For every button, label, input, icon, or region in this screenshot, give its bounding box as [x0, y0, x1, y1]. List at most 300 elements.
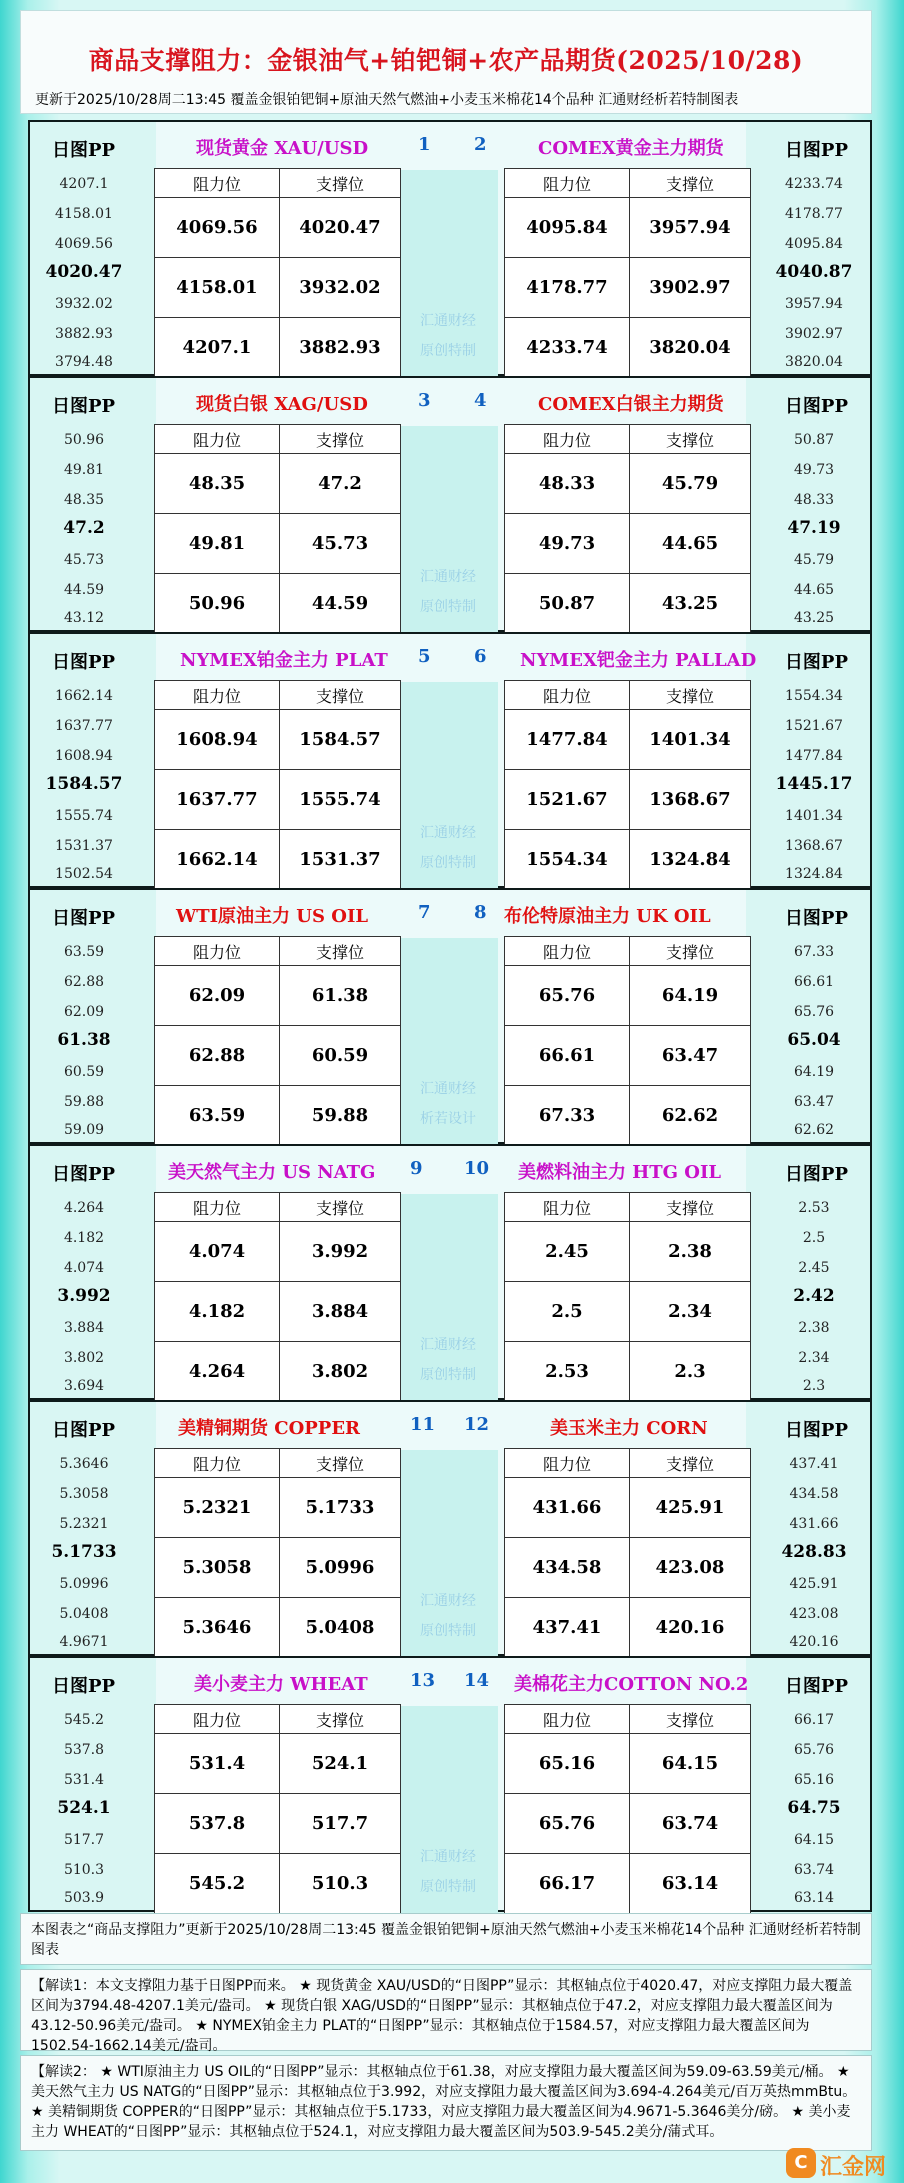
pp-header: 日图PP	[52, 1164, 116, 1185]
support-value: 4020.47	[280, 198, 401, 258]
table-row	[505, 830, 751, 890]
support-value: 47.2	[280, 454, 401, 514]
instrument-name-left: NYMEX铂金主力 PLAT	[180, 650, 388, 671]
table-row	[155, 966, 401, 1026]
pp-value: 44.65	[793, 582, 835, 598]
support-value: 510.3	[280, 1854, 401, 1914]
table-header-row	[155, 1193, 401, 1222]
pp-value: 59.88	[63, 1094, 105, 1110]
pp-header: 日图PP	[52, 1420, 116, 1441]
pp-value: 1662.14	[55, 688, 113, 704]
pp-value: 59.09	[63, 1122, 105, 1138]
instrument-number: 2	[474, 134, 487, 155]
pp-header: 日图PP	[52, 396, 116, 417]
pp-value: 524.1	[57, 1798, 111, 1818]
pp-value: 49.81	[63, 462, 105, 478]
resistance-value: 4178.77	[505, 258, 630, 318]
resistance-value: 4207.1	[155, 318, 280, 378]
pp-value: 2.42	[793, 1286, 835, 1306]
support-value: 64.19	[630, 966, 751, 1026]
table-row	[155, 1854, 401, 1914]
watermark-strip	[398, 426, 498, 634]
resistance-value: 65.16	[505, 1734, 630, 1794]
resistance-value: 66.61	[505, 1026, 630, 1086]
support-header: 支撑位	[280, 681, 401, 710]
explain-2: 【解读2： ★ WTI原油主力 US OIL的“日图PP”显示：其枢轴点位于61.38，对应支撑阻力最大覆盖区间为59.09-63.59美元/桶。 ★ 美天然气主力 US NATG的“日图PP”显示：其枢轴点位于3.992，对应支撑阻力最大覆盖区间为3.694-4.264美元/百万英热mmBtu。 ★ 美精铜期货 COPPER的“日图PP”显示：其枢轴点位于5.1733，对应支撑阻力最大覆盖区间为4.9671-5.3646美分/磅。 ★ 美小麦主力 WHEAT的“日图PP”显示：其枢轴点位于524.1，对应支撑阻力最大覆盖区间为503.9-545.2美分/蒲式耳。	[20, 2055, 872, 2151]
resistance-header: 阻力位	[505, 1449, 630, 1478]
instrument-name-right: 美棉花主力COTTON NO.2	[514, 1674, 749, 1695]
pp-header: 日图PP	[784, 908, 848, 929]
support-value: 3820.04	[630, 318, 751, 378]
pp-value: 63.59	[63, 944, 105, 960]
watermark-text: 汇通财经	[420, 313, 476, 329]
resistance-header: 阻力位	[505, 1193, 630, 1222]
levels-table-right	[504, 1192, 751, 1402]
table-row	[155, 1734, 401, 1794]
support-value: 420.16	[630, 1598, 751, 1658]
pp-value: 63.47	[793, 1094, 835, 1110]
pp-value: 50.96	[63, 432, 105, 448]
resistance-value: 63.59	[155, 1086, 280, 1146]
instrument-number: 9	[410, 1158, 423, 1179]
support-header: 支撑位	[630, 1705, 751, 1734]
resistance-value: 4095.84	[505, 198, 630, 258]
levels-table-right	[504, 680, 751, 890]
table-row	[505, 1794, 751, 1854]
site-logo	[786, 2146, 896, 2180]
pp-value: 4207.1	[59, 176, 109, 192]
table-row	[155, 1794, 401, 1854]
support-value: 1324.84	[630, 830, 751, 890]
resistance-header: 阻力位	[505, 1705, 630, 1734]
resistance-header: 阻力位	[155, 937, 280, 966]
table-row	[505, 1854, 751, 1914]
resistance-value: 2.5	[505, 1282, 630, 1342]
instrument-name-right: NYMEX钯金主力 PALLAD	[520, 650, 757, 671]
watermark-strip	[398, 682, 498, 890]
support-header: 支撑位	[280, 1449, 401, 1478]
instrument-name-right: 美燃料油主力 HTG OIL	[518, 1162, 722, 1183]
table-row	[155, 1222, 401, 1282]
support-value: 1584.57	[280, 710, 401, 770]
support-value: 3.992	[280, 1222, 401, 1282]
resistance-value: 5.3058	[155, 1538, 280, 1598]
support-value: 5.0408	[280, 1598, 401, 1658]
table-header-row	[505, 1449, 751, 1478]
pp-value: 50.87	[793, 432, 835, 448]
table-row	[155, 1538, 401, 1598]
levels-table-right	[504, 424, 751, 634]
pp-value: 425.91	[789, 1576, 839, 1592]
table-row	[505, 1734, 751, 1794]
resistance-value: 4.074	[155, 1222, 280, 1282]
instrument-name-right: 布伦特原油主力 UK OIL	[504, 906, 711, 927]
watermark-strip	[398, 1450, 498, 1658]
resistance-value: 1521.67	[505, 770, 630, 830]
instrument-block	[28, 1400, 872, 1656]
resistance-header: 阻力位	[155, 1705, 280, 1734]
pp-value: 1368.67	[785, 838, 843, 854]
instrument-block	[28, 888, 872, 1144]
table-header-row	[155, 1705, 401, 1734]
table-header-row	[155, 169, 401, 198]
logo-icon: C	[786, 2148, 816, 2178]
resistance-header: 阻力位	[155, 425, 280, 454]
footer-note: 本图表之“商品支撑阻力”更新于2025/10/28周二13:45 覆盖金银铂钯铜+原油天然气燃油+小麦玉米棉花14个品种 汇通财经析若特制图表	[20, 1913, 872, 1965]
instrument-number: 8	[474, 902, 487, 923]
table-row	[505, 1086, 751, 1146]
resistance-value: 4158.01	[155, 258, 280, 318]
resistance-value: 537.8	[155, 1794, 280, 1854]
resistance-value: 5.3646	[155, 1598, 280, 1658]
pp-value: 420.16	[789, 1634, 839, 1650]
resistance-value: 4069.56	[155, 198, 280, 258]
instrument-number: 10	[464, 1158, 490, 1179]
pp-header: 日图PP	[52, 1676, 116, 1697]
table-header-row	[505, 425, 751, 454]
pp-value: 64.15	[793, 1832, 835, 1848]
table-row	[505, 1538, 751, 1598]
levels-table-left	[154, 1448, 401, 1658]
pp-value: 63.14	[793, 1890, 835, 1906]
pp-value: 64.75	[787, 1798, 841, 1818]
resistance-value: 2.53	[505, 1342, 630, 1402]
pp-value: 545.2	[63, 1712, 105, 1728]
instrument-number: 1	[418, 134, 431, 155]
table-row	[155, 514, 401, 574]
table-header-row	[155, 681, 401, 710]
support-value: 524.1	[280, 1734, 401, 1794]
levels-table-left	[154, 936, 401, 1146]
support-header: 支撑位	[630, 425, 751, 454]
pp-value: 1401.34	[785, 808, 843, 824]
pp-value: 4095.84	[785, 236, 843, 252]
instrument-number: 4	[474, 390, 487, 411]
pp-value: 63.74	[793, 1862, 835, 1878]
support-value: 44.59	[280, 574, 401, 634]
instrument-number: 5	[418, 646, 431, 667]
pp-value: 4069.56	[55, 236, 113, 252]
support-header: 支撑位	[280, 1193, 401, 1222]
levels-table-left	[154, 1192, 401, 1402]
pp-value: 4178.77	[785, 206, 843, 222]
resistance-value: 65.76	[505, 966, 630, 1026]
pp-value: 537.8	[63, 1742, 105, 1758]
table-row	[155, 770, 401, 830]
table-row	[505, 258, 751, 318]
watermark-text: 汇通财经	[420, 1593, 476, 1609]
pp-value: 48.35	[63, 492, 105, 508]
table-row	[155, 1478, 401, 1538]
pp-value: 4.264	[63, 1200, 105, 1216]
pp-value: 1324.84	[785, 866, 843, 882]
pp-value: 5.0996	[59, 1576, 109, 1592]
support-value: 3957.94	[630, 198, 751, 258]
pp-value: 3.992	[57, 1286, 111, 1306]
pp-value: 47.19	[787, 518, 841, 538]
pp-value: 1531.37	[55, 838, 113, 854]
table-row	[155, 1282, 401, 1342]
instrument-name-left: WTI原油主力 US OIL	[176, 906, 369, 927]
resistance-value: 62.88	[155, 1026, 280, 1086]
pp-value: 2.3	[802, 1378, 826, 1394]
pp-value: 64.19	[793, 1064, 835, 1080]
support-value: 425.91	[630, 1478, 751, 1538]
resistance-value: 1637.77	[155, 770, 280, 830]
header	[20, 10, 872, 114]
table-row	[505, 1342, 751, 1402]
table-header-row	[505, 681, 751, 710]
support-header: 支撑位	[630, 681, 751, 710]
pp-value: 503.9	[63, 1890, 105, 1906]
pp-header: 日图PP	[52, 908, 116, 929]
resistance-value: 4.264	[155, 1342, 280, 1402]
table-row	[505, 574, 751, 634]
resistance-value: 531.4	[155, 1734, 280, 1794]
pp-value: 3.884	[63, 1320, 105, 1336]
support-header: 支撑位	[280, 169, 401, 198]
pp-value: 49.73	[793, 462, 835, 478]
pp-value: 66.17	[793, 1712, 835, 1728]
support-value: 62.62	[630, 1086, 751, 1146]
pp-value: 4158.01	[55, 206, 113, 222]
explain-1: 【解读1：本文支撑阻力基于日图PP而来。 ★ 现货黄金 XAU/USD的“日图PP”显示：其枢轴点位于4020.47，对应支撑阻力最大覆盖区间为3794.48-4207.1美元/盎司。 ★ 现货白银 XAG/USD的“日图PP”显示：其枢轴点位于47.2，对应支撑阻力最大覆盖区间为43.12-50.96美元/盎司。 ★ NYMEX铂金主力 PLAT的“日图PP”显示：其枢轴点位于1584.57，对应支撑阻力最大覆盖区间为1502.54-1662.14美元/盎司。	[20, 1969, 872, 2051]
instrument-block	[28, 1656, 872, 1912]
table-header-row	[155, 425, 401, 454]
support-value: 2.38	[630, 1222, 751, 1282]
pp-value: 3902.97	[785, 326, 843, 342]
resistance-header: 阻力位	[155, 169, 280, 198]
resistance-value: 49.81	[155, 514, 280, 574]
pp-value: 2.34	[798, 1350, 830, 1366]
pp-value: 5.3646	[59, 1456, 109, 1472]
support-value: 1555.74	[280, 770, 401, 830]
pp-header: 日图PP	[52, 652, 116, 673]
watermark-text: 汇通财经	[420, 1337, 476, 1353]
watermark-text: 原创特制	[420, 599, 476, 615]
support-value: 1368.67	[630, 770, 751, 830]
pp-value: 517.7	[63, 1832, 105, 1848]
resistance-header: 阻力位	[505, 169, 630, 198]
pp-value: 4.074	[63, 1260, 105, 1276]
support-value: 2.34	[630, 1282, 751, 1342]
resistance-value: 4233.74	[505, 318, 630, 378]
resistance-value: 1662.14	[155, 830, 280, 890]
resistance-value: 4.182	[155, 1282, 280, 1342]
support-header: 支撑位	[280, 1705, 401, 1734]
pp-value: 60.59	[63, 1064, 105, 1080]
pp-value: 43.12	[63, 610, 105, 626]
table-header-row	[155, 937, 401, 966]
resistance-value: 49.73	[505, 514, 630, 574]
table-row	[155, 830, 401, 890]
resistance-value: 62.09	[155, 966, 280, 1026]
resistance-value: 50.96	[155, 574, 280, 634]
pp-value: 65.04	[787, 1030, 841, 1050]
table-row	[155, 1598, 401, 1658]
instrument-name-right: COMEX白银主力期货	[538, 394, 724, 415]
instrument-name-right: COMEX黄金主力期货	[538, 138, 724, 159]
watermark-text: 汇通财经	[420, 1081, 476, 1097]
pp-value: 1637.77	[55, 718, 113, 734]
pp-value: 3957.94	[785, 296, 843, 312]
levels-table-right	[504, 1448, 751, 1658]
support-header: 支撑位	[630, 169, 751, 198]
support-value: 61.38	[280, 966, 401, 1026]
resistance-value: 1608.94	[155, 710, 280, 770]
support-value: 64.15	[630, 1734, 751, 1794]
support-value: 43.25	[630, 574, 751, 634]
support-value: 1401.34	[630, 710, 751, 770]
pp-value: 65.16	[793, 1772, 835, 1788]
table-row	[155, 318, 401, 378]
table-row	[155, 574, 401, 634]
resistance-header: 阻力位	[505, 681, 630, 710]
instrument-number: 11	[410, 1414, 436, 1435]
table-row	[505, 1478, 751, 1538]
support-header: 支撑位	[280, 425, 401, 454]
levels-table-left	[154, 680, 401, 890]
support-value: 63.74	[630, 1794, 751, 1854]
table-row	[155, 1026, 401, 1086]
resistance-value: 1477.84	[505, 710, 630, 770]
instrument-block	[28, 376, 872, 632]
pp-value: 5.0408	[59, 1606, 109, 1622]
support-value: 60.59	[280, 1026, 401, 1086]
watermark-text: 原创特制	[420, 343, 476, 359]
pp-value: 4233.74	[785, 176, 843, 192]
support-value: 2.3	[630, 1342, 751, 1402]
pp-value: 45.73	[63, 552, 105, 568]
levels-table-left	[154, 168, 401, 378]
support-header: 支撑位	[630, 937, 751, 966]
table-row	[155, 1342, 401, 1402]
pp-value: 1502.54	[55, 866, 113, 882]
watermark-strip	[398, 938, 498, 1146]
support-value: 5.1733	[280, 1478, 401, 1538]
table-header-row	[155, 1449, 401, 1478]
pp-value: 1445.17	[775, 774, 853, 794]
pp-value: 5.1733	[51, 1542, 117, 1562]
pp-value: 3794.48	[55, 354, 113, 370]
pp-header: 日图PP	[784, 1164, 848, 1185]
logo-text: 汇金网	[820, 2155, 887, 2180]
table-header-row	[505, 1193, 751, 1222]
pp-value: 5.3058	[59, 1486, 109, 1502]
instrument-name-left: 美天然气主力 US NATG	[168, 1162, 376, 1183]
table-row	[505, 1282, 751, 1342]
pp-value: 3932.02	[55, 296, 113, 312]
pp-value: 3.694	[63, 1378, 105, 1394]
watermark-text: 原创特制	[420, 1879, 476, 1895]
pp-value: 62.62	[793, 1122, 835, 1138]
watermark-text: 原创特制	[420, 855, 476, 871]
table-row	[505, 514, 751, 574]
table-row	[505, 198, 751, 258]
resistance-value: 1554.34	[505, 830, 630, 890]
pp-value: 4040.87	[775, 262, 853, 282]
resistance-value: 67.33	[505, 1086, 630, 1146]
resistance-value: 66.17	[505, 1854, 630, 1914]
table-header-row	[505, 937, 751, 966]
instrument-name-right: 美玉米主力 CORN	[550, 1418, 708, 1439]
pp-value: 2.5	[802, 1230, 826, 1246]
watermark-text: 汇通财经	[420, 825, 476, 841]
resistance-header: 阻力位	[155, 1449, 280, 1478]
watermark-strip	[398, 1706, 498, 1914]
resistance-value: 434.58	[505, 1538, 630, 1598]
levels-table-left	[154, 1704, 401, 1914]
pp-header: 日图PP	[784, 1420, 848, 1441]
support-value: 517.7	[280, 1794, 401, 1854]
instrument-block	[28, 120, 872, 376]
table-row	[505, 1598, 751, 1658]
instrument-block	[28, 1144, 872, 1400]
pp-value: 2.38	[798, 1320, 830, 1336]
table-row	[505, 454, 751, 514]
pp-value: 65.76	[793, 1004, 835, 1020]
pp-value: 66.61	[793, 974, 835, 990]
resistance-value: 48.33	[505, 454, 630, 514]
watermark-text: 原创特制	[420, 1623, 476, 1639]
pp-value: 4020.47	[45, 262, 123, 282]
instrument-name-left: 现货黄金 XAU/USD	[196, 138, 369, 159]
instrument-name-left: 美精铜期货 COPPER	[178, 1418, 361, 1439]
pp-value: 3820.04	[785, 354, 843, 370]
resistance-value: 2.45	[505, 1222, 630, 1282]
table-row	[505, 1026, 751, 1086]
support-value: 1531.37	[280, 830, 401, 890]
support-value: 3932.02	[280, 258, 401, 318]
instrument-number: 6	[474, 646, 487, 667]
table-row	[155, 198, 401, 258]
watermark-strip	[398, 170, 498, 378]
pp-value: 47.2	[63, 518, 105, 538]
pp-value: 4.9671	[59, 1634, 109, 1650]
table-row	[155, 258, 401, 318]
levels-table-right	[504, 1704, 751, 1914]
watermark-text: 析若设计	[420, 1111, 476, 1127]
pp-header: 日图PP	[784, 652, 848, 673]
resistance-value: 50.87	[505, 574, 630, 634]
resistance-value: 437.41	[505, 1598, 630, 1658]
table-header-row	[505, 1705, 751, 1734]
pp-header: 日图PP	[784, 396, 848, 417]
levels-table-right	[504, 168, 751, 378]
pp-value: 4.182	[63, 1230, 105, 1246]
support-value: 5.0996	[280, 1538, 401, 1598]
resistance-value: 48.35	[155, 454, 280, 514]
pp-value: 431.66	[789, 1516, 839, 1532]
pp-value: 1477.84	[785, 748, 843, 764]
resistance-header: 阻力位	[155, 681, 280, 710]
support-header: 支撑位	[630, 1449, 751, 1478]
resistance-value: 545.2	[155, 1854, 280, 1914]
support-header: 支撑位	[630, 1193, 751, 1222]
pp-value: 423.08	[789, 1606, 839, 1622]
instrument-block	[28, 632, 872, 888]
support-value: 3882.93	[280, 318, 401, 378]
pp-value: 428.83	[781, 1542, 847, 1562]
support-value: 45.73	[280, 514, 401, 574]
table-row	[155, 454, 401, 514]
pp-value: 1555.74	[55, 808, 113, 824]
pp-value: 1521.67	[785, 718, 843, 734]
instrument-number: 7	[418, 902, 431, 923]
instrument-number: 13	[410, 1670, 436, 1691]
pp-value: 65.76	[793, 1742, 835, 1758]
resistance-header: 阻力位	[505, 937, 630, 966]
